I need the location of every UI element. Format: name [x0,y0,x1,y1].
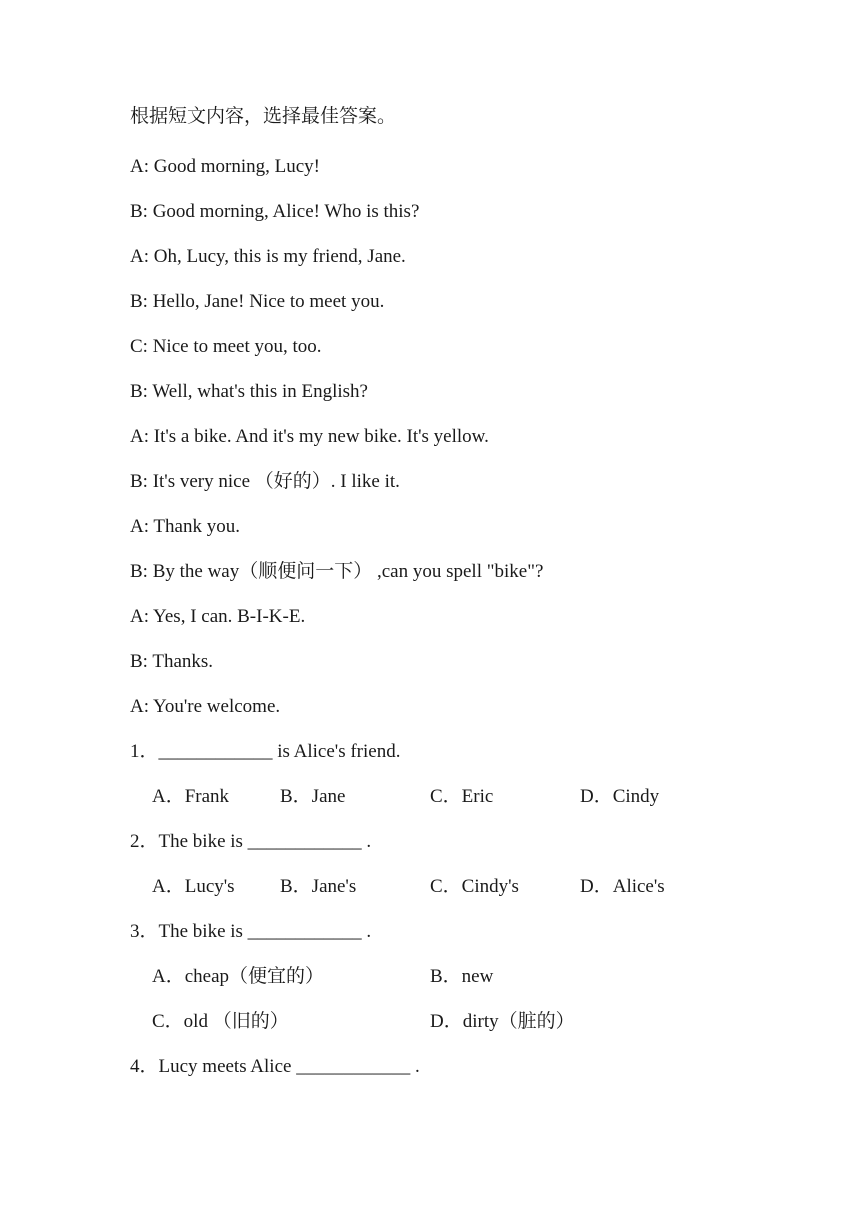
dialogue-line: A: Good morning, Lucy! [130,156,320,177]
option-b[interactable]: B．Jane [280,786,346,807]
option-c[interactable]: C．Cindy's [430,876,519,897]
dialogue-line: C: Nice to meet you, too. [130,336,322,357]
option-a[interactable]: A．Frank [152,786,230,807]
question-stem: 4．Lucy meets Alice ____________ . [130,1056,420,1077]
dialogue-line: B: Hello, Jane! Nice to meet you. [130,291,385,312]
dialogue-line: B: By the way（顺便问一下） ,can you spell "bike"? [130,561,544,582]
dialogue-line: A: It's a bike. And it's my new bike. It's yellow. [130,426,489,447]
question-stem: 2．The bike is ____________ . [130,831,372,852]
dialogue-line: A: Thank you. [130,516,240,537]
instruction-text: 根据短文内容，选择最佳答案。 [130,106,397,127]
dialogue-line: A: Oh, Lucy, this is my friend, Jane. [130,246,406,267]
option-d[interactable]: D．dirty（脏的） [430,1011,575,1032]
dialogue-line: B: Good morning, Alice! Who is this? [130,201,420,222]
option-c[interactable]: C．Eric [430,786,494,807]
option-b[interactable]: B．Jane's [280,876,357,897]
dialogue-line: B: Well, what's this in English? [130,381,368,402]
option-c[interactable]: C．old （旧的） [152,1011,289,1032]
option-d[interactable]: D．Cindy [580,786,660,807]
dialogue-line: B: Thanks. [130,651,214,672]
dialogue-line: B: It's very nice （好的）. I like it. [130,471,400,492]
dialogue-line: A: Yes, I can. B-I-K-E. [130,606,306,627]
option-a[interactable]: A．Lucy's [152,876,235,897]
question-stem: 3．The bike is ____________ . [130,921,372,942]
question-stem: 1．____________ is Alice's friend. [130,741,401,762]
option-d[interactable]: D．Alice's [580,876,665,897]
dialogue-line: A: You're welcome. [130,696,281,717]
option-a[interactable]: A．cheap（便宜的） [152,966,325,987]
option-b[interactable]: B．new [430,966,494,987]
